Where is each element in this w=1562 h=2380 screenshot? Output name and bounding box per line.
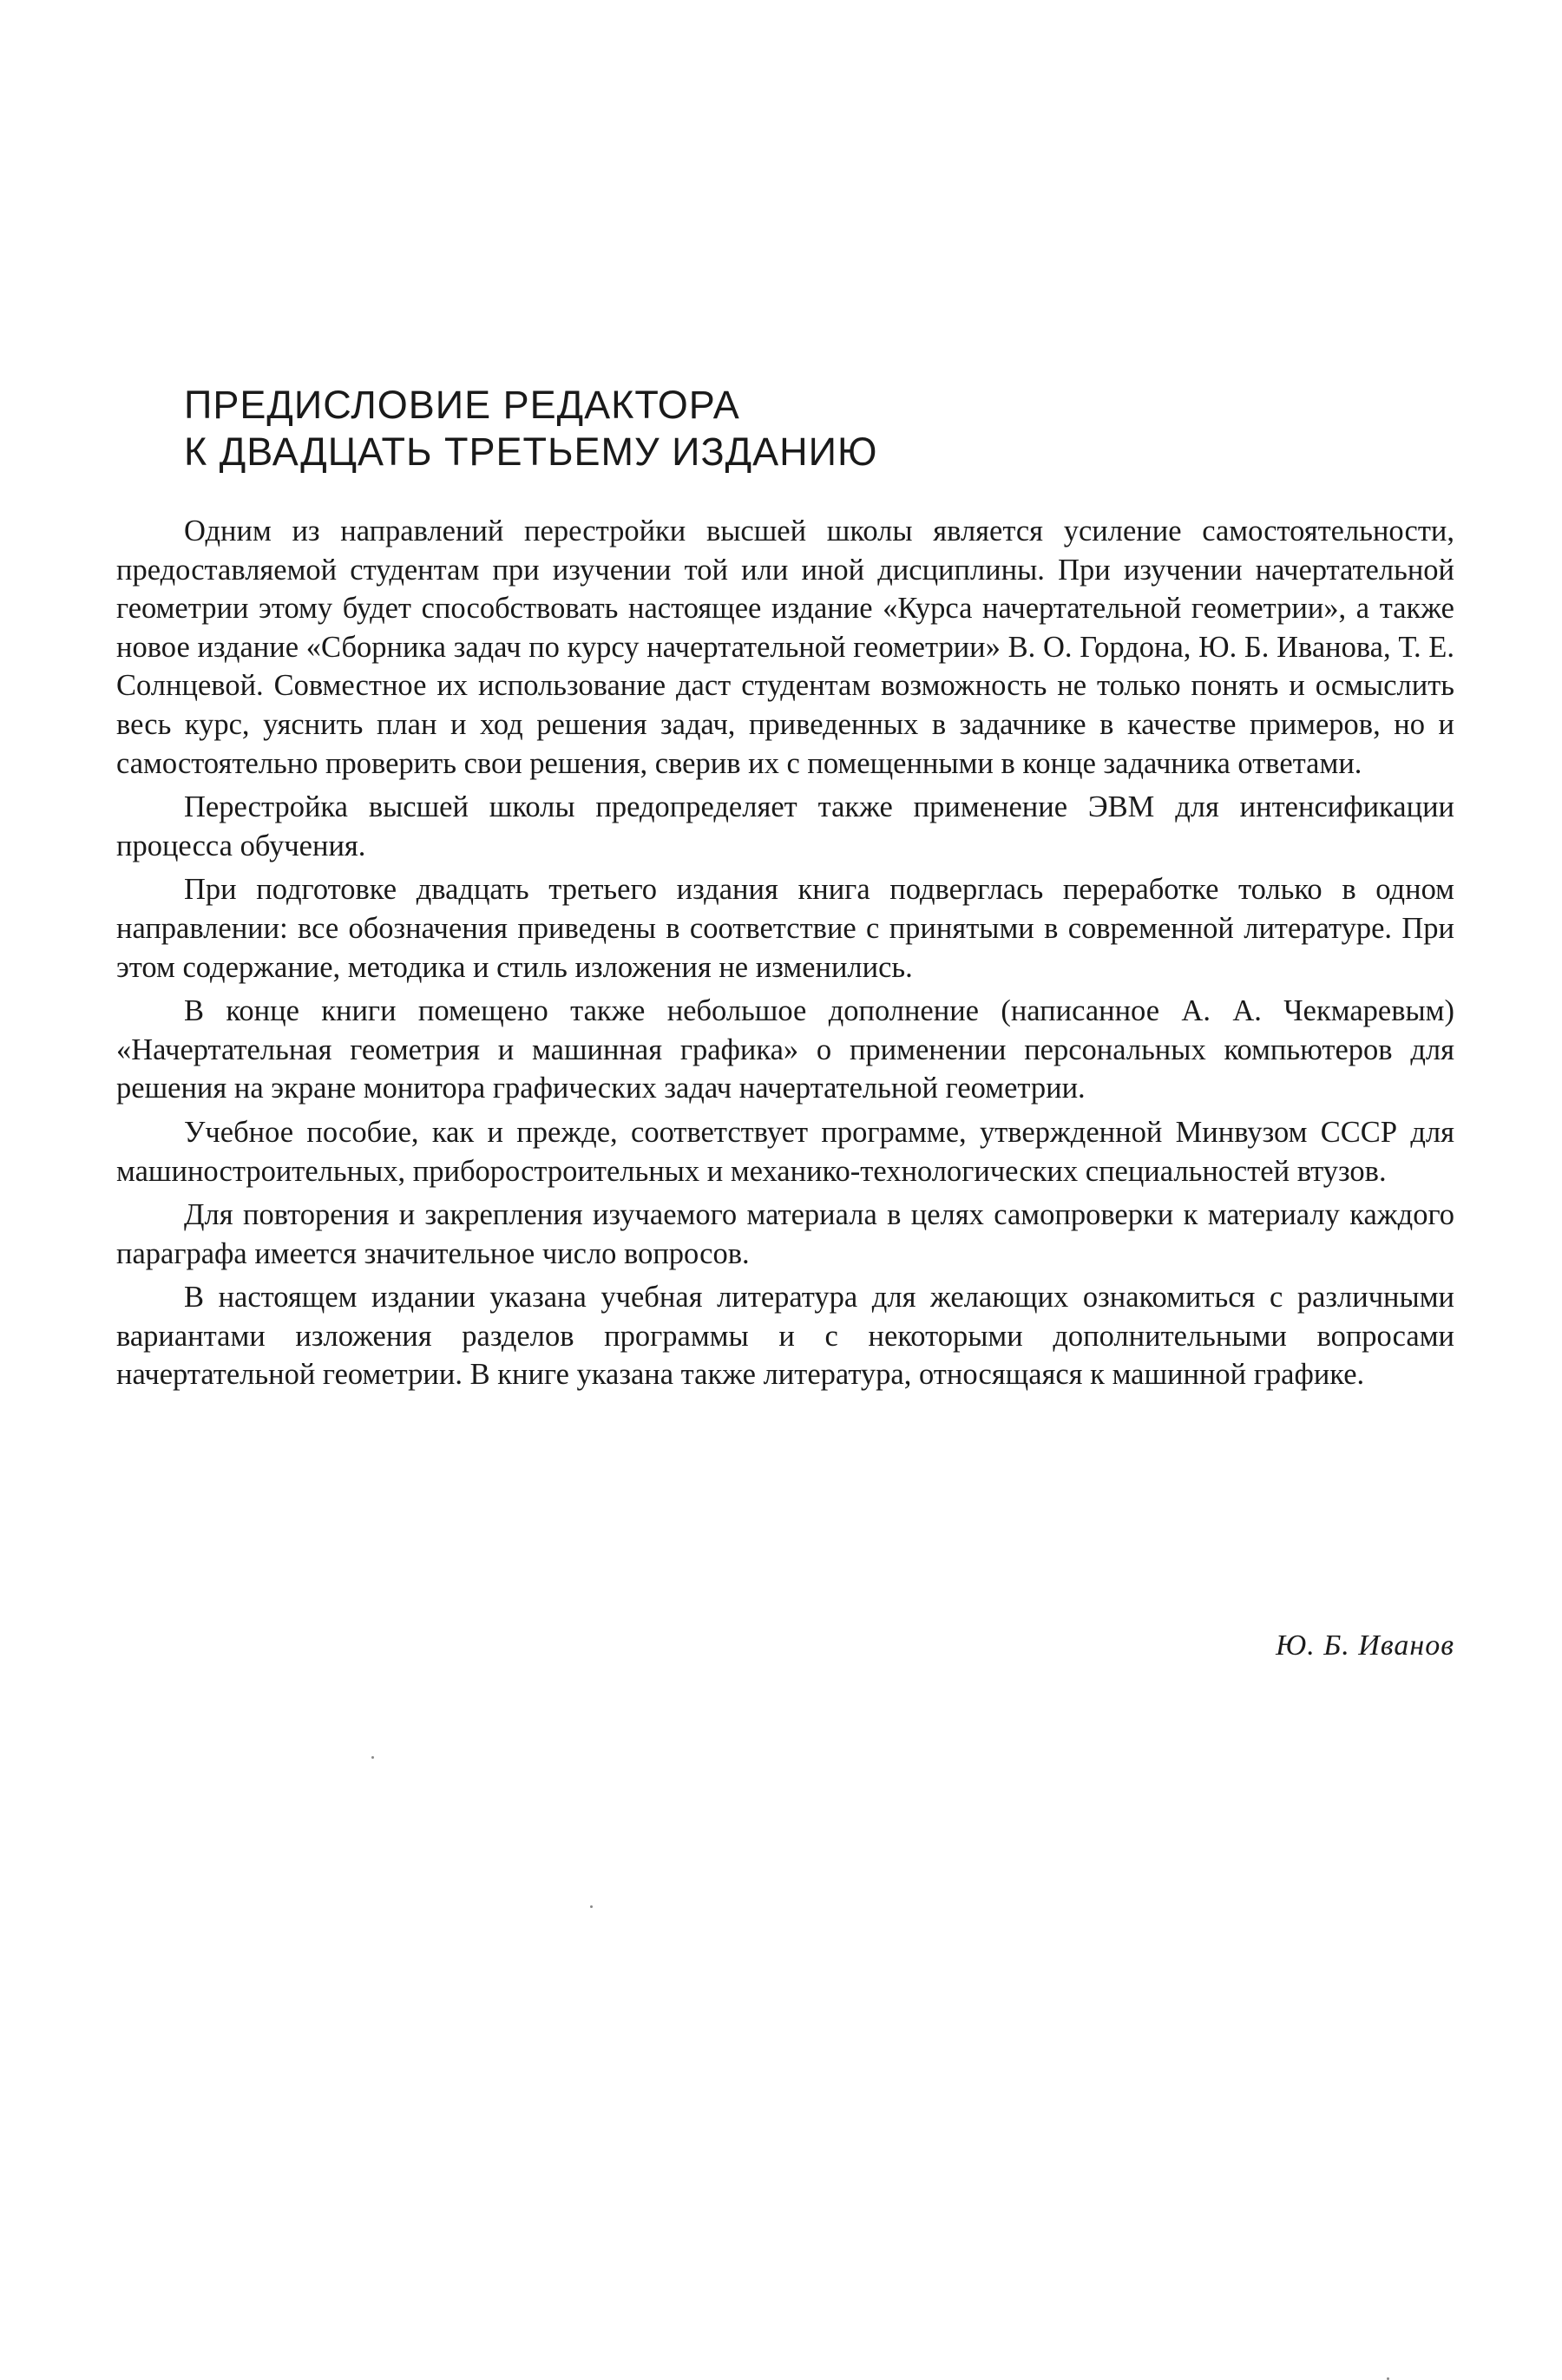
paragraph: Одним из направлений перестройки высшей школы является усиление самостоятельности, предоставляемой студентам при изучении той или иной дисциплины. При изучении начертательной геометрии этому будет способствовать настоящее издание «Курса начертательной геометрии», а также новое издание «Сборника задач по курсу начертательной геометрии» В. О. Гордона, Ю. Б. Иванова, Т. Е. Солнцевой. Совместное их использование даст студентам возможность не только понять и осмыслить весь курс, уяснить план и ход решения задач, приведенных в задачнике в качестве примеров, но и самостоятельно проверить свои решения, сверив их с помещенными в конце задачника ответами. [116, 515, 1454, 780]
page-title [184, 382, 1399, 475]
scan-speck [371, 1756, 374, 1759]
title-line-2: К ДВАДЦАТЬ ТРЕТЬЕМУ ИЗДАНИЮ [184, 429, 878, 474]
scan-speck [590, 1905, 593, 1908]
preface-body [116, 512, 1454, 1400]
author-signature: Ю. Б. Иванов [1276, 1629, 1454, 1662]
paragraph: Учебное пособие, как и прежде, соответствует программе, утвержденной Минвузом СССР для машиностроительных, приборостроительных и механико-технологических специальностей втузов. [116, 1115, 1454, 1188]
paragraph: В конце книги помещено также небольшое дополнение (написанное А. А. Чекмаревым) «Начертательная геометрия и машинная графика» о применении персональных компьютеров для решения на экране монитора графических задач начертательной геометрии. [116, 994, 1454, 1105]
paragraph: В настоящем издании указана учебная литература для желающих ознакомиться с различными вариантами изложения разделов программы и с некоторыми дополнительными вопросами начертательной геометрии. В книге указана также литература, относящаяся к машинной графике. [116, 1281, 1454, 1392]
paragraph: Для повторения и закрепления изучаемого материала в целях самопроверки к материалу каждого параграфа имеется значительное число вопросов. [116, 1198, 1454, 1270]
title-line-1: ПРЕДИСЛОВИЕ РЕДАКТОРА [184, 383, 740, 427]
paragraph: При подготовке двадцать третьего издания книга подверглась переработке только в одном направлении: все обозначения приведены в соответствие с принятыми в современной литературе. При этом содержание, методика и стиль изложения не изменились. [116, 873, 1454, 984]
paragraph: Перестройка высшей школы предопределяет также применение ЭВМ для интенсификации процесса обучения. [116, 790, 1454, 862]
